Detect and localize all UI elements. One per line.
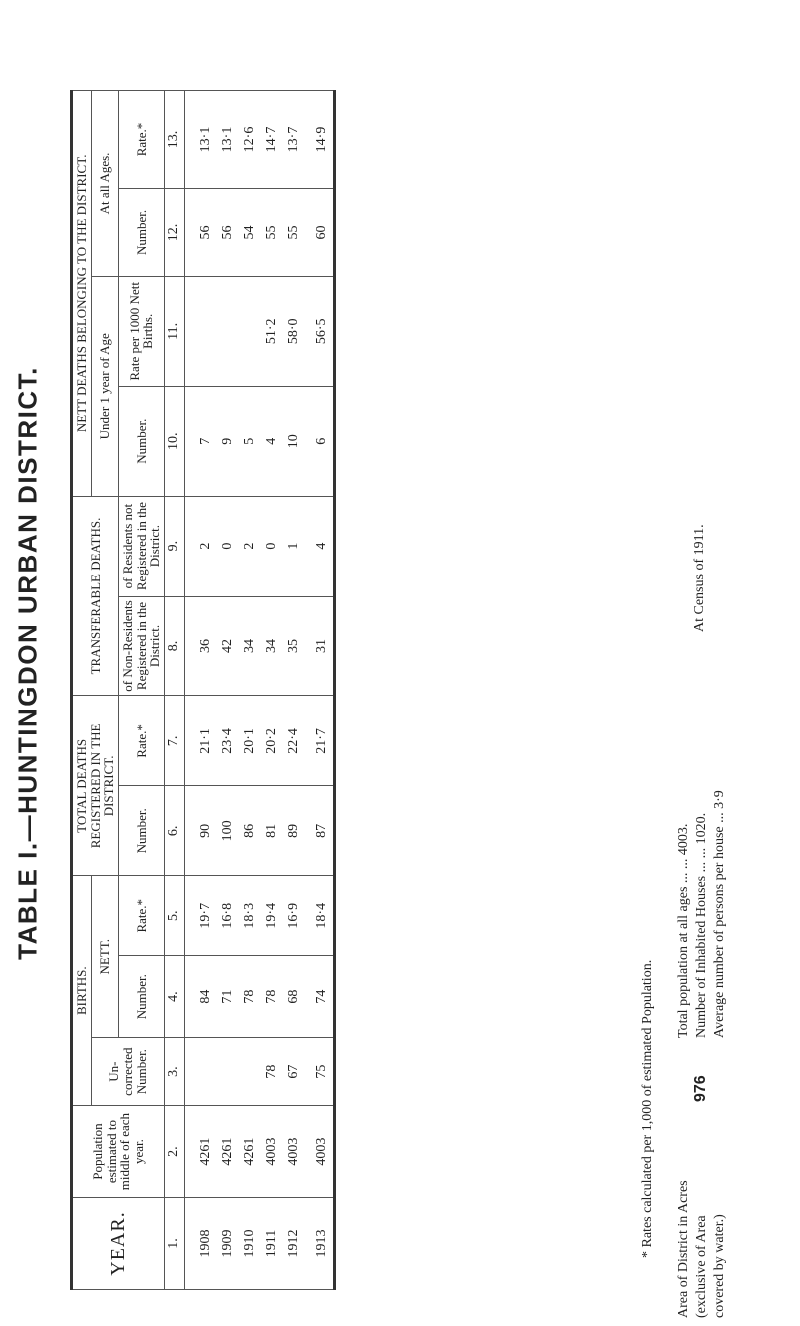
table-cell: [217, 1038, 239, 1106]
header-col-10: Number.: [118, 386, 164, 496]
header-col-13: Rate.*: [118, 91, 164, 189]
area-label-line-2: (exclusive of Area: [694, 1215, 709, 1318]
table-cell: [239, 276, 261, 386]
stat-line-3: Average number of persons per house ... 3·9: [712, 790, 727, 1038]
table-cell: 4003: [305, 1106, 335, 1198]
table-cell: 78: [261, 956, 283, 1038]
table-cell: 100: [217, 786, 239, 876]
header-col-11: Rate per 1000 Nett Births.: [118, 276, 164, 386]
table-cell: 4: [305, 496, 335, 596]
rotated-table-wrap: [70, 90, 670, 1290]
census-note: At Census of 1911.: [692, 524, 707, 632]
table-cell: [239, 1038, 261, 1106]
table-row: [217, 91, 239, 1290]
table-row: [239, 91, 261, 1290]
table-cell: 51·2: [261, 276, 283, 386]
table-cell: 22·4: [283, 696, 305, 786]
col-number-5: 5.: [164, 876, 184, 956]
table-cell: 4: [261, 386, 283, 496]
table-cell: 42: [217, 596, 239, 696]
header-col-12: Number.: [118, 188, 164, 276]
table-cell: 20·2: [261, 696, 283, 786]
col-number-10: 10.: [164, 386, 184, 496]
table-cell: 4003: [261, 1106, 283, 1198]
area-value: 976: [692, 1075, 709, 1102]
table-cell: 67: [283, 1038, 305, 1106]
table-cell: [184, 276, 217, 386]
table-cell: 58·0: [283, 276, 305, 386]
header-births: BIRTHS.: [72, 876, 92, 1106]
col-number-3: 3.: [164, 1038, 184, 1106]
table-cell: 1912: [283, 1198, 305, 1290]
table-cell: 78: [261, 1038, 283, 1106]
col-number-6: 6.: [164, 786, 184, 876]
header-uncorrected: Un-corrected Number.: [91, 1038, 164, 1106]
table-row: [261, 91, 283, 1290]
header-year: YEAR.: [72, 1198, 165, 1290]
table-cell: 18·4: [305, 876, 335, 956]
table-cell: 21·1: [184, 696, 217, 786]
table-cell: 2: [184, 496, 217, 596]
table-cell: [217, 276, 239, 386]
header-nett-deaths: NETT DEATHS BELONGING TO THE DISTRICT.: [72, 91, 92, 497]
col-number-9: 9.: [164, 496, 184, 596]
table-cell: 20·1: [239, 696, 261, 786]
table-cell: 1: [283, 496, 305, 596]
table-cell: 1913: [305, 1198, 335, 1290]
table-cell: 18·3: [239, 876, 261, 956]
stat-line-1: Total population at all ages ... ... 4003.: [676, 823, 691, 1038]
table-row: [184, 91, 217, 1290]
table-cell: 56: [184, 188, 217, 276]
col-number-8: 8.: [164, 596, 184, 696]
header-transferable-deaths: TRANSFERABLE DEATHS.: [72, 496, 119, 696]
table-cell: 13·1: [217, 91, 239, 189]
table-cell: 1909: [217, 1198, 239, 1290]
col-number-1: 1.: [164, 1198, 184, 1290]
table-row: [305, 91, 335, 1290]
table-cell: 86: [239, 786, 261, 876]
table-cell: 0: [261, 496, 283, 596]
table-cell: 56·5: [305, 276, 335, 386]
table-cell: 34: [239, 596, 261, 696]
col-number-12: 12.: [164, 188, 184, 276]
table-cell: 87: [305, 786, 335, 876]
table-cell: 6: [305, 386, 335, 496]
header-all-ages: At all Ages.: [91, 91, 118, 277]
table-cell: 56: [217, 188, 239, 276]
table-cell: [184, 1038, 217, 1106]
header-total-deaths: TOTAL DEATHS REGISTERED IN THE DISTRICT.: [72, 696, 119, 876]
table-cell: 14·7: [261, 91, 283, 189]
table-cell: 78: [239, 956, 261, 1038]
table-cell: 71: [217, 956, 239, 1038]
table-cell: 4261: [239, 1106, 261, 1198]
table-cell: 90: [184, 786, 217, 876]
col-number-7: 7.: [164, 696, 184, 786]
table-cell: 36: [184, 596, 217, 696]
table-cell: 14·9: [305, 91, 335, 189]
header-births-nett: NETT.: [91, 876, 118, 1038]
table-cell: 13·1: [184, 91, 217, 189]
table-cell: 21·7: [305, 696, 335, 786]
table-cell: 12·6: [239, 91, 261, 189]
table-cell: 1908: [184, 1198, 217, 1290]
table-cell: 7: [184, 386, 217, 496]
table-cell: 16·8: [217, 876, 239, 956]
footnote: * Rates calculated per 1,000 of estimated Population.: [640, 959, 655, 1258]
table-cell: 54: [239, 188, 261, 276]
table-cell: 4261: [217, 1106, 239, 1198]
table-cell: 9: [217, 386, 239, 496]
col-number-13: 13.: [164, 91, 184, 189]
table-title: TABLE I.—HUNTINGDON URBAN DISTRICT.: [12, 366, 43, 960]
table-cell: 4003: [283, 1106, 305, 1198]
header-col-6: Number.: [118, 786, 164, 876]
table-cell: 68: [283, 956, 305, 1038]
header-col-9: of Residents not Registered in the District.: [118, 496, 164, 596]
col-number-2: 2.: [164, 1106, 184, 1198]
table-cell: 13·7: [283, 91, 305, 189]
table-cell: 1911: [261, 1198, 283, 1290]
table-body: [184, 91, 334, 1290]
table-cell: 4261: [184, 1106, 217, 1198]
table-cell: 60: [305, 188, 335, 276]
col-number-11: 11.: [164, 276, 184, 386]
table-cell: 1910: [239, 1198, 261, 1290]
table-cell: 31: [305, 596, 335, 696]
area-label-line-3: covered by water.): [712, 1214, 727, 1318]
table-cell: 0: [217, 496, 239, 596]
table-cell: 84: [184, 956, 217, 1038]
table-cell: 19·7: [184, 876, 217, 956]
table-cell: 23·4: [217, 696, 239, 786]
table-cell: 75: [305, 1038, 335, 1106]
table-cell: 55: [261, 188, 283, 276]
table-row: [283, 91, 305, 1290]
area-label-line-1: Area of District in Acres: [676, 1180, 691, 1318]
header-col-8: of Non-Residents Registered in the District.: [118, 596, 164, 696]
table-cell: 5: [239, 386, 261, 496]
header-col-4: Number.: [118, 956, 164, 1038]
table-cell: 2: [239, 496, 261, 596]
table-cell: 19·4: [261, 876, 283, 956]
header-under-1: Under 1 year of Age: [91, 276, 118, 496]
vital-statistics-table: [70, 90, 336, 1290]
table-cell: 34: [261, 596, 283, 696]
table-cell: 89: [283, 786, 305, 876]
table-cell: 35: [283, 596, 305, 696]
table-cell: 10: [283, 386, 305, 496]
stat-line-2: Number of Inhabited Houses ... ... 1020.: [694, 812, 709, 1038]
col-number-4: 4.: [164, 956, 184, 1038]
table-cell: 81: [261, 786, 283, 876]
header-col-5: Rate.*: [118, 876, 164, 956]
header-col-7: Rate.*: [118, 696, 164, 786]
table-cell: 16·9: [283, 876, 305, 956]
table-cell: 55: [283, 188, 305, 276]
table-cell: 74: [305, 956, 335, 1038]
header-population: Population estimated to middle of each year.: [72, 1106, 165, 1198]
